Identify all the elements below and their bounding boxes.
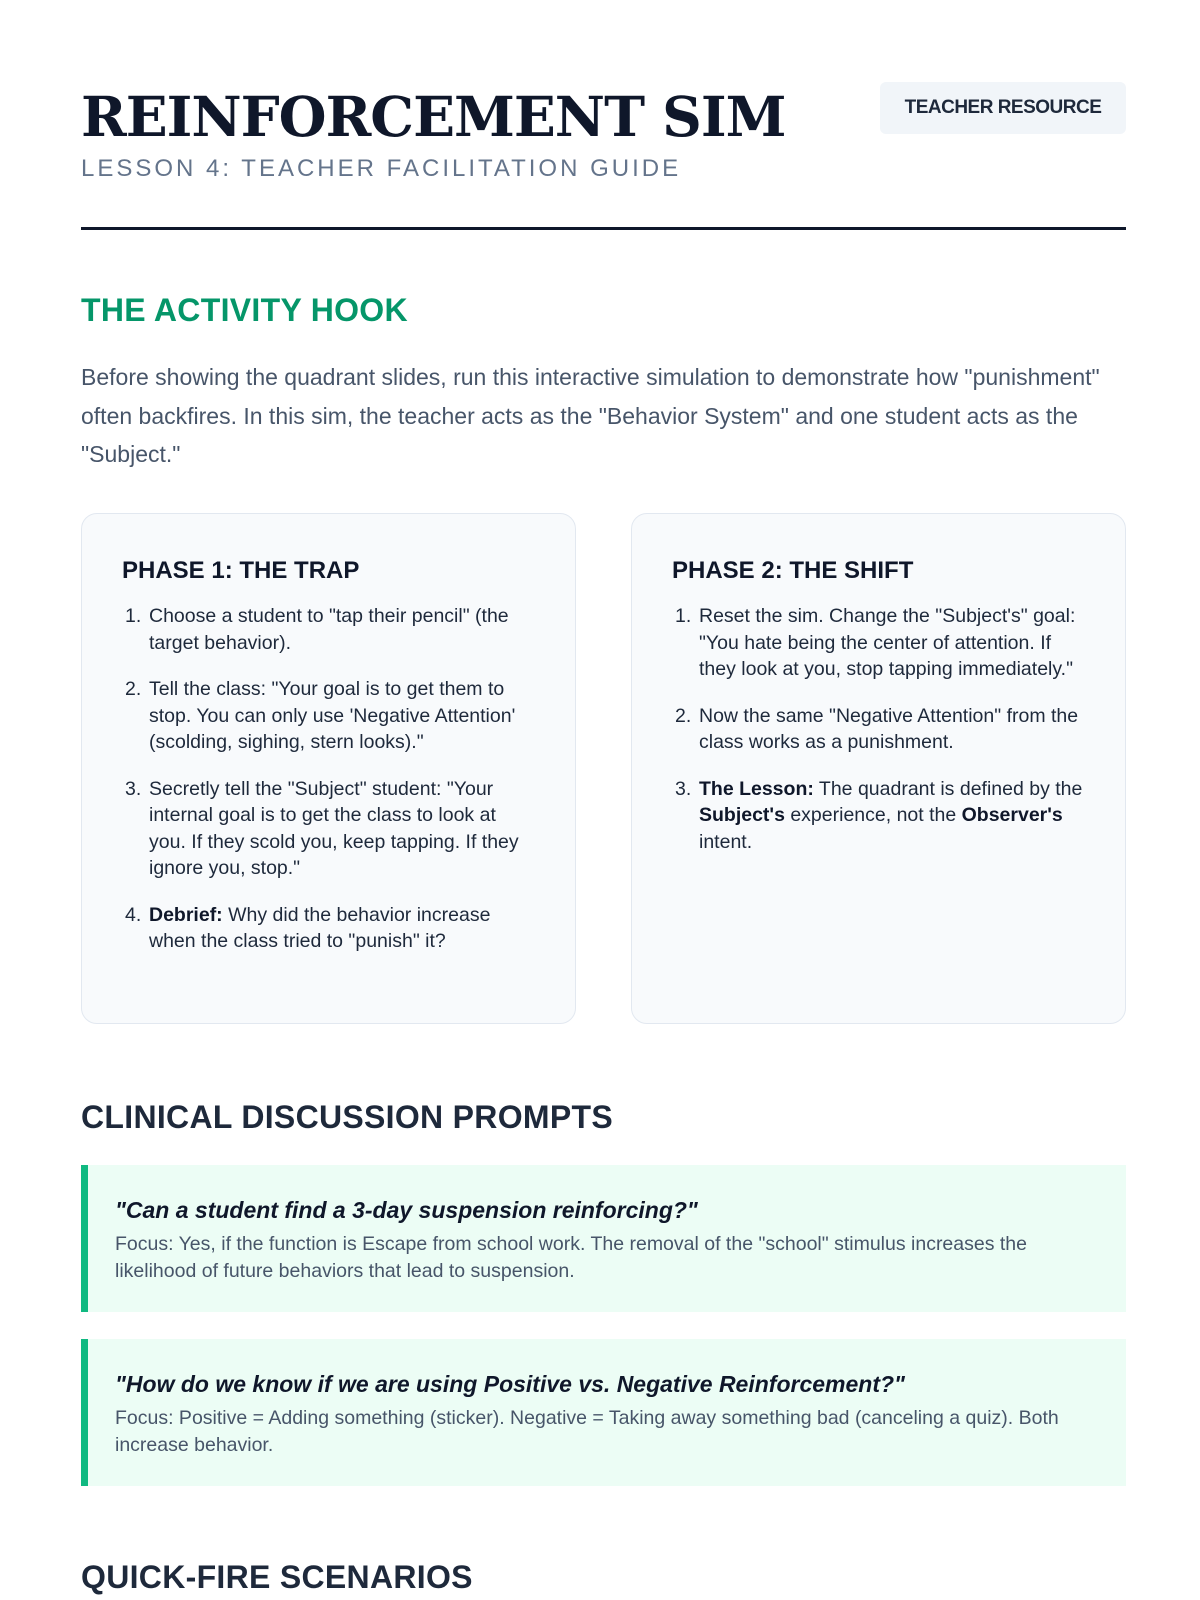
step-number: 3. [675, 777, 692, 800]
step-text: Choose a student to "tap their pencil" (the target behavior). [149, 605, 509, 654]
page-header [81, 82, 1126, 232]
phase-2-card [631, 513, 1126, 1024]
phase-1-step [122, 902, 535, 955]
phase-2-step [672, 703, 1085, 756]
step-number: 2. [675, 704, 692, 727]
teacher-resource-badge: TEACHER RESOURCE [880, 82, 1126, 134]
phase-1-heading: PHASE 1: THE TRAP [122, 557, 360, 584]
phase-2-steps [672, 603, 1085, 855]
step-text: Tell the class: "Your goal is to get them to stop. You can only use 'Negative Attention' (scolding, sighing, stern looks)." [149, 678, 516, 753]
activity-hook-text: Before showing the quadrant slides, run this interactive simulation to demonstrate how "punishment" often backfires. In this sim, the teacher acts as the "Behavior System" and one student acts as the "Subject." [81, 364, 1100, 467]
page-title: REINFORCEMENT SIM [81, 84, 786, 149]
observer-emphasis: Observer's [961, 804, 1063, 826]
phase-2-step [672, 603, 1085, 683]
step-text: Secretly tell the "Subject" student: "Your internal goal is to get the class to look at you. If they scold you, keep tapping. If they ignore you, stop." [149, 777, 519, 879]
activity-hook-heading: THE ACTIVITY HOOK [81, 292, 408, 328]
clinical-prompts-heading: CLINICAL DISCUSSION PROMPTS [81, 1099, 613, 1135]
phase-1-step [122, 776, 535, 882]
step-text: experience, not the [784, 804, 962, 826]
step-text: The quadrant is defined by the [813, 777, 1083, 800]
subject-emphasis: Subject's [699, 804, 785, 826]
lesson-label: The Lesson: [699, 777, 814, 800]
prompt-question: "Can a student find a 3-day suspension reinforcing?" [115, 1197, 698, 1223]
phase-1-step [122, 603, 535, 656]
phase-2-step [672, 776, 1085, 856]
quick-fire-heading: QUICK-FIRE SCENARIOS [81, 1559, 473, 1595]
prompt-question: "How do we know if we are using Positive vs. Negative Reinforcement?" [115, 1371, 905, 1397]
step-number: 2. [125, 678, 142, 700]
step-number: 3. [125, 777, 142, 800]
prompt-focus: Focus: Positive = Adding something (sticker). Negative = Taking away something bad (canceling a quiz). Both increase behavior. [115, 1407, 1059, 1456]
discussion-prompt [81, 1339, 1126, 1486]
step-number: 1. [125, 605, 142, 627]
phase-1-step [122, 676, 535, 756]
step-text: intent. [699, 830, 753, 853]
prompt-focus: Focus: Yes, if the function is Escape from school work. The removal of the "school" stimulus increases the likelihood of future behaviors that lead to suspension. [115, 1233, 1027, 1282]
facilitation-guide-page [81, 0, 1126, 1600]
debrief-label: Debrief: [149, 903, 223, 926]
step-text: Now the same "Negative Attention" from the class works as a punishment. [699, 704, 1079, 753]
page-subtitle: LESSON 4: TEACHER FACILITATION GUIDE [81, 155, 682, 182]
phase-1-card [81, 513, 576, 1024]
phase-2-heading: PHASE 2: THE SHIFT [672, 557, 914, 584]
phase-1-steps [122, 603, 535, 955]
step-text: Reset the sim. Change the "Subject's" goal: "You hate being the center of attention. If they look at you, stop tapping immediately." [699, 605, 1076, 680]
discussion-prompt [81, 1165, 1126, 1312]
step-number: 1. [675, 605, 692, 627]
step-text: Why did the behavior increase when the class tried to "punish" it? [149, 903, 491, 952]
header-divider [81, 227, 1126, 230]
step-number: 4. [125, 903, 142, 926]
